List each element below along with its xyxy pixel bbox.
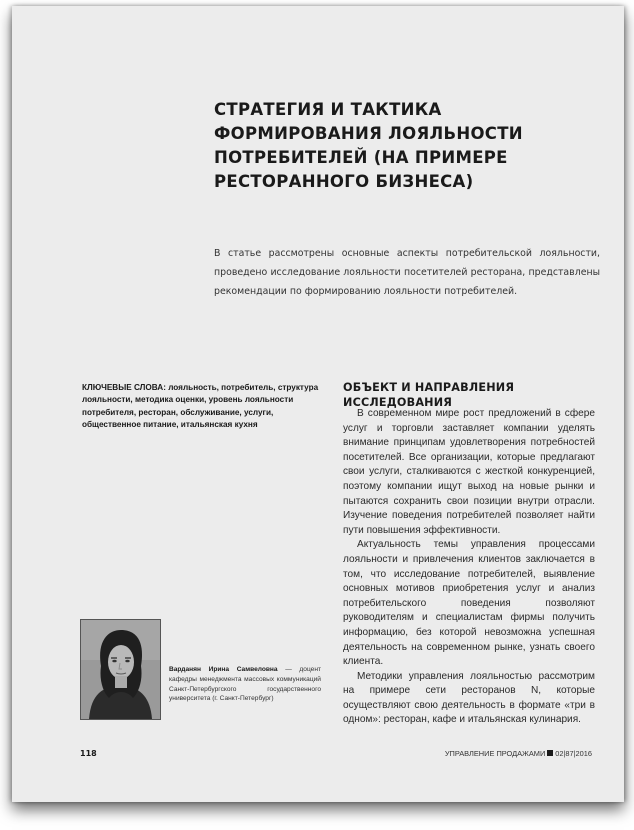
body-paragraph: В современном мире рост предложений в сфере услуг и торговли заставляет компании уделять внимание принципам удовлетворения потребностей посетителей. Все организации, которые предлагают свои услуги, сталкиваются с жесткой конкуренцией, поэтому компании ищут выход на новые рынки и пытаются сохранить свои позиции внутри отрасли. Изучение поведения потребителей позволяет найти пути повышения эффективности. [343,408,595,536]
journal-name: УПРАВЛЕНИЕ ПРОДАЖАМИ [444,749,546,758]
section-heading: ОБЪЕКТ И НАПРАВЛЕНИЯ ИССЛЕДОВАНИЯ [343,381,515,409]
article-abstract: В статье рассмотрены основные аспекты потребительской лояльности, проведено исследование лояльности посетителей ресторана, представлены рекомендации по формированию лояльности потребителей. [214,248,600,297]
body-paragraph: Актуальность темы управления процессами лояльности и привлечения клиентов заключается в том, что исследование потребителей, выявление основных мотивов приобретения услуг и анализ потребительского поведения позволяют руководителям и специалистам фирмы получить информацию, без которой невозможна успешная деятельность на современном рынке, узнать своего клиента. [343,539,595,668]
article-body [343,407,595,728]
journal-page [12,6,624,802]
page-number: 118 [80,749,97,758]
author-description: — доцент кафедры менеджмента массовых коммуникаций Санкт-Петербургского государственного университета (г. Санкт-Петербург) [169,666,321,703]
keywords-text: лояльность, потребитель, структура лояльности, методика оценки, уровень лояльности потребителя, ресторан, обслуживание, услуги, общественное питание, итальянская кухня [82,383,319,430]
article-title: СТРАТЕГИЯ И ТАКТИКА ФОРМИРОВАНИЯ ЛОЯЛЬНОСТИ ПОТРЕБИТЕЛЕЙ (НА ПРИМЕРЕ РЕСТОРАННОГО БИЗНЕСА) [214,100,523,191]
author-bio [169,665,321,704]
footer-separator-square [547,750,553,756]
author-name: Варданян Ирина Самвеловна [169,666,278,673]
keywords-block [82,382,326,432]
keywords-label: КЛЮЧЕВЫЕ СЛОВА: [82,383,166,392]
running-footer [445,749,592,758]
author-photo [80,619,161,720]
author-portrait-image [81,620,160,719]
body-paragraph: Методики управления лояльностью рассмотрим на примере сети ресторанов N, которые осуществляют свою деятельность в формате «три в одном»: ресторан, кафе и итальянская кулинария. [343,670,595,726]
issue-number: 02|87|2016 [555,749,592,758]
